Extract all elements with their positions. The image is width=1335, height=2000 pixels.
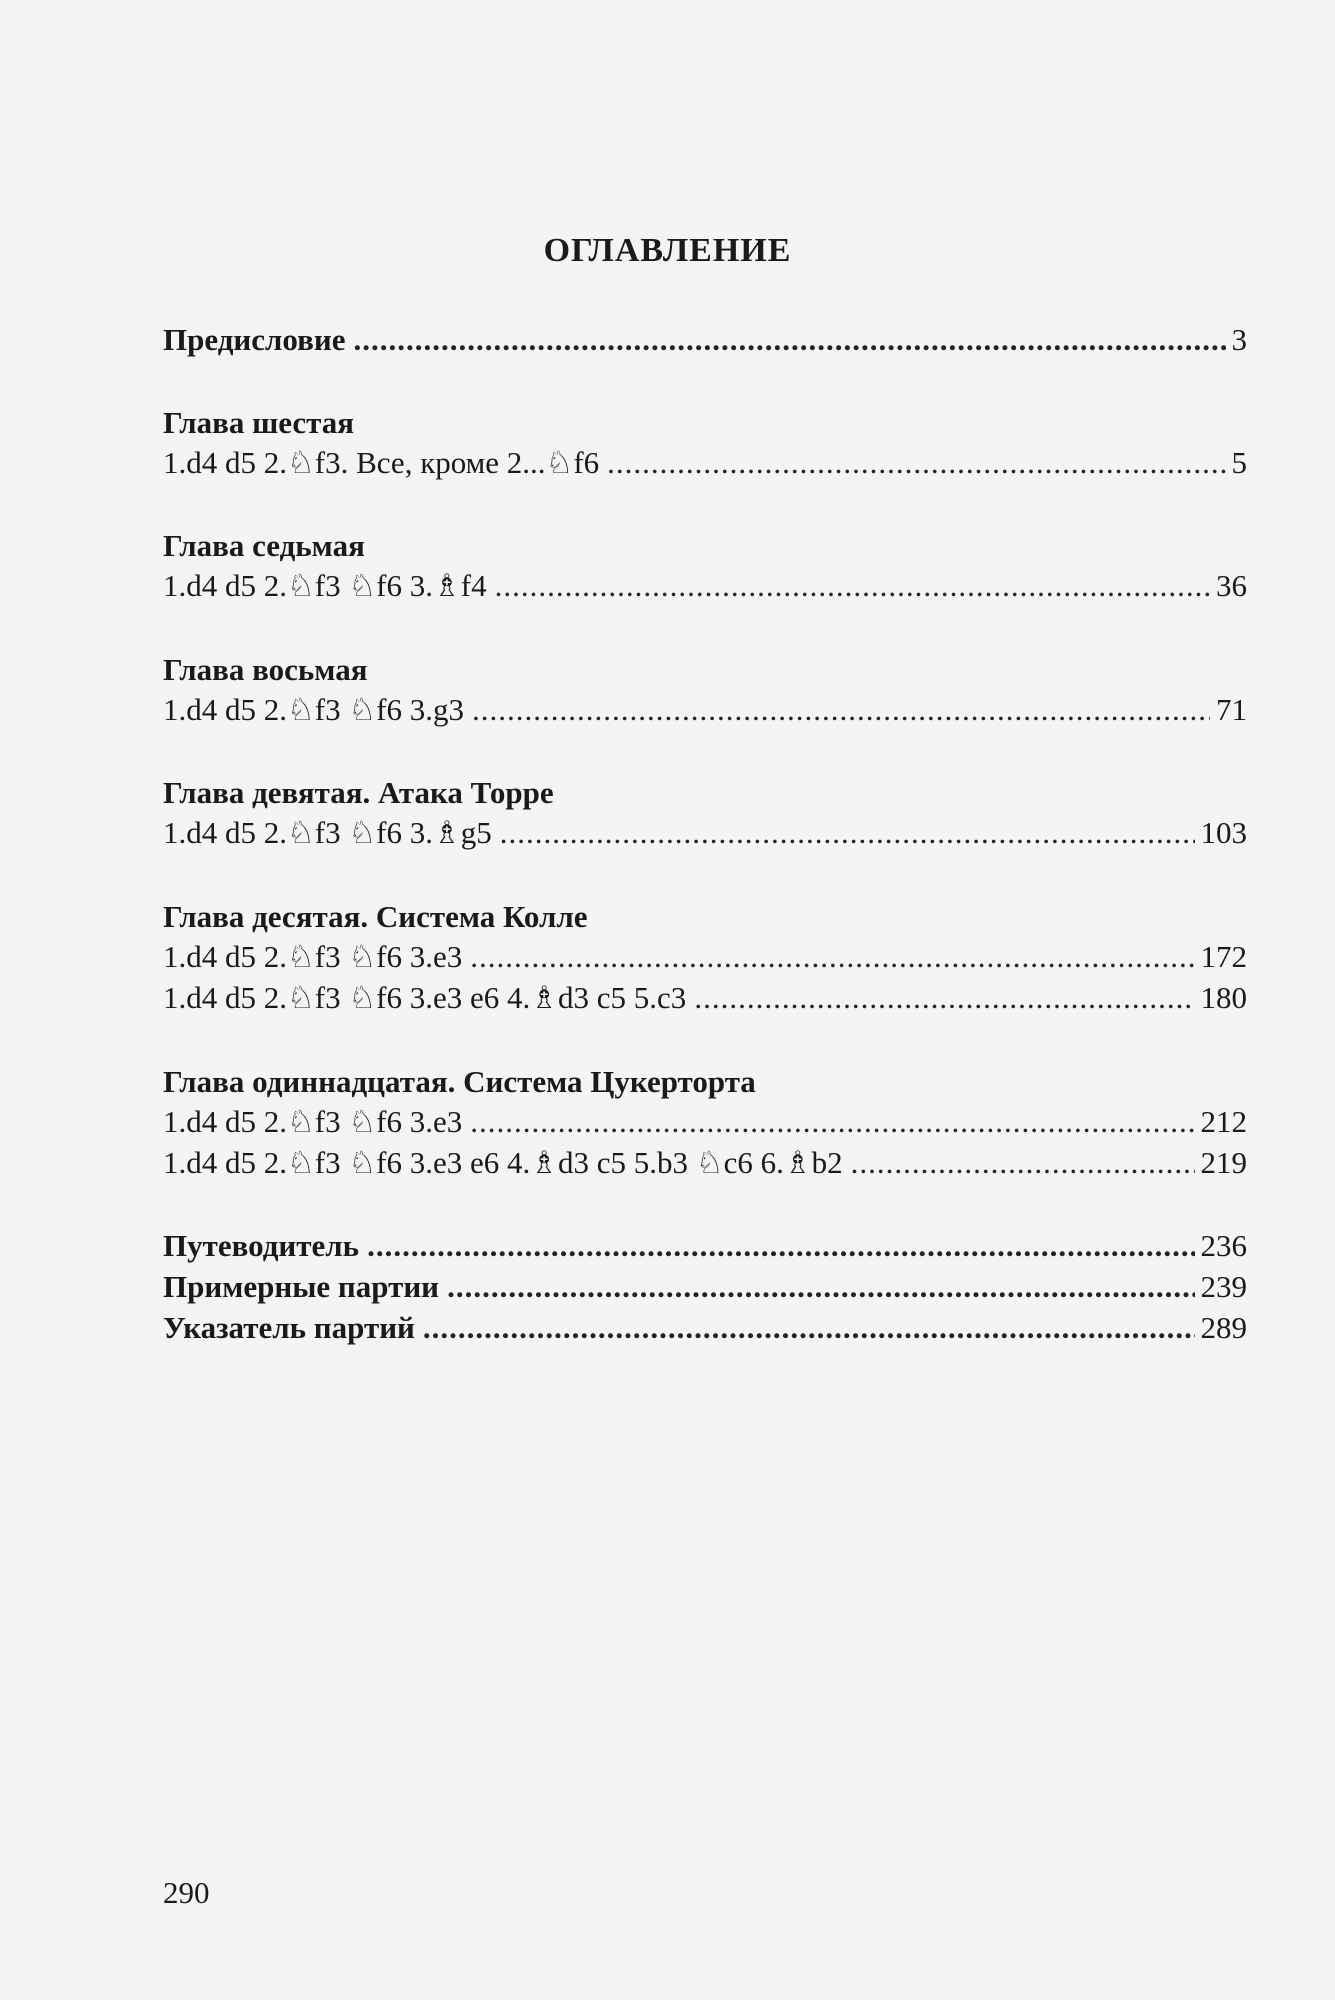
toc-entry-label: Путеводитель xyxy=(163,1228,360,1263)
toc-entry[interactable] xyxy=(163,978,1247,1018)
toc-entry-label: 1.d4 d5 2.♘f3 ♘f6 3.e3 xyxy=(163,939,463,974)
toc-page-number: 3 xyxy=(1231,322,1247,357)
leader-dots xyxy=(470,937,1194,977)
toc-entry-label: 1.d4 d5 2.♘f3 ♘f6 3.e3 e6 4.♗d3 c5 5.c3 xyxy=(163,980,687,1015)
toc-entry-label: 1.d4 d5 2.♘f3 ♘f6 3.♗f4 xyxy=(163,568,487,603)
leader-dots xyxy=(694,978,1194,1018)
leader-dots xyxy=(851,1143,1195,1183)
toc-entry[interactable] xyxy=(163,566,1247,606)
toc-entry-label: 1.d4 d5 2.♘f3 ♘f6 3.e3 xyxy=(163,1104,463,1139)
leader-dots xyxy=(470,1102,1194,1142)
page-number: 290 xyxy=(163,1875,210,1910)
toc-entry-guide[interactable] xyxy=(163,1226,1247,1266)
leader-dots xyxy=(500,813,1195,853)
toc-page-number: 103 xyxy=(1200,815,1247,850)
toc-entry-label: Указатель партий xyxy=(163,1310,415,1345)
toc-entry[interactable] xyxy=(163,443,1247,483)
toc-page-number: 180 xyxy=(1200,980,1247,1015)
toc-page-number: 36 xyxy=(1216,568,1247,603)
leader-dots xyxy=(354,320,1226,360)
leader-dots xyxy=(472,690,1210,730)
toc-entry[interactable] xyxy=(163,690,1247,730)
toc-entry-sample-games[interactable] xyxy=(163,1267,1247,1307)
toc-entry-label: 1.d4 d5 2.♘f3 ♘f6 3.g3 xyxy=(163,692,464,727)
chapter-heading: Глава одиннадцатая. Система Цукерторта xyxy=(163,1064,756,1099)
chapter-heading: Глава восьмая xyxy=(163,652,368,687)
chapter-heading: Глава десятая. Система Колле xyxy=(163,899,588,934)
chapter-heading: Глава седьмая xyxy=(163,528,365,563)
toc-entry[interactable] xyxy=(163,937,1247,977)
toc-entry-label: 1.d4 d5 2.♘f3 ♘f6 3.e3 e6 4.♗d3 c5 5.b3 ♘c6 6.♗b2 xyxy=(163,1145,843,1180)
page-title: ОГЛАВЛЕНИЕ xyxy=(543,232,792,269)
toc-entry-label: 1.d4 d5 2.♘f3. Все, кроме 2...♘f6 xyxy=(163,445,600,480)
leader-dots xyxy=(447,1267,1194,1307)
toc-entry-label: 1.d4 d5 2.♘f3 ♘f6 3.♗g5 xyxy=(163,815,492,850)
toc-page-number: 172 xyxy=(1200,939,1247,974)
toc-page-number: 236 xyxy=(1200,1228,1247,1263)
leader-dots xyxy=(423,1308,1195,1348)
toc-page-number: 219 xyxy=(1200,1145,1247,1180)
toc-entry-games-index[interactable] xyxy=(163,1308,1247,1348)
toc-page-number: 71 xyxy=(1216,692,1247,727)
toc-page-number: 239 xyxy=(1200,1269,1247,1304)
toc-entry-label: Предисловие xyxy=(163,322,346,357)
toc-page-number: 289 xyxy=(1200,1310,1247,1345)
toc-entry[interactable] xyxy=(163,813,1247,853)
leader-dots xyxy=(495,566,1210,606)
leader-dots xyxy=(607,443,1225,483)
toc-entry[interactable] xyxy=(163,1102,1247,1142)
leader-dots xyxy=(367,1226,1194,1266)
toc-entry-label: Примерные партии xyxy=(163,1269,440,1304)
toc-page-number: 212 xyxy=(1200,1104,1247,1139)
toc-page-number: 5 xyxy=(1231,445,1247,480)
toc-entry[interactable] xyxy=(163,1143,1247,1183)
chapter-heading: Глава девятая. Атака Торре xyxy=(163,775,554,810)
chapter-heading: Глава шестая xyxy=(163,405,355,440)
toc-entry-preface[interactable] xyxy=(163,320,1247,360)
